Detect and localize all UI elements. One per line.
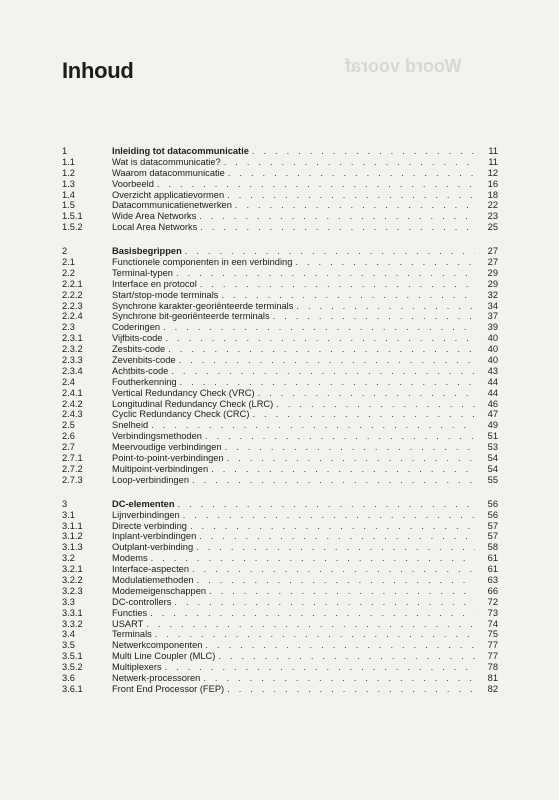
toc-entry-title: Interface-aspecten xyxy=(112,564,190,575)
dot-leader xyxy=(174,597,475,608)
toc-page-number: 29 xyxy=(487,278,498,289)
toc-entry-number: 2.2.2 xyxy=(62,289,83,300)
dot-leader xyxy=(295,257,475,268)
toc-entry-number: 3.3.1 xyxy=(62,607,83,618)
dot-leader xyxy=(227,190,475,201)
dot-leader xyxy=(252,409,475,420)
toc-entry-title: Voorbeeld xyxy=(112,178,154,189)
toc-entry-row xyxy=(62,168,498,179)
toc-page-number: 16 xyxy=(487,178,498,189)
toc-page-number: 22 xyxy=(487,200,498,211)
toc-page-number: 57 xyxy=(487,531,498,542)
toc-entry-number: 2.5 xyxy=(62,420,75,431)
dot-leader xyxy=(221,290,475,301)
toc-entry-title: Inplant-verbindingen xyxy=(112,531,197,542)
toc-entry-row xyxy=(62,629,498,640)
toc-entry-row xyxy=(62,311,498,322)
toc-entry-title: Basisbegrippen xyxy=(112,246,182,257)
toc-page-number: 54 xyxy=(487,453,498,464)
toc-entry-title: Modems xyxy=(112,553,148,564)
toc-entry-number: 2.3.4 xyxy=(62,365,83,376)
dot-leader xyxy=(190,521,475,532)
dot-leader xyxy=(151,420,475,431)
dot-leader xyxy=(151,553,475,564)
toc-page-number: 46 xyxy=(487,398,498,409)
toc-entry-row xyxy=(62,464,498,475)
toc-entry-row xyxy=(62,301,498,312)
toc-entry-title: Modemeigenschappen xyxy=(112,585,207,596)
bleed-through-text: Woord vooraf xyxy=(345,56,462,76)
toc-entry-number: 2.7.3 xyxy=(62,474,83,485)
toc-entry-title: Longitudinal Redundancy Check (LRC) xyxy=(112,398,274,409)
toc-entry-row xyxy=(62,575,498,586)
toc-entry-row xyxy=(62,673,498,684)
toc-entry-row xyxy=(62,355,498,366)
toc-section xyxy=(62,146,498,233)
toc-entry-title: DC-elementen xyxy=(112,498,175,509)
dot-leader xyxy=(146,619,475,630)
toc-entry-title: Multiplexers xyxy=(112,662,162,673)
toc-entry-row xyxy=(62,190,498,201)
toc-entry-title: Overzicht applicatievormen xyxy=(112,189,225,200)
toc-entry-title: Interface en protocol xyxy=(112,278,197,289)
toc-entry-row xyxy=(62,222,498,233)
toc-entry-row xyxy=(62,619,498,630)
toc-entry-title: Vertical Redundancy Check (VRC) xyxy=(112,387,255,398)
toc-entry-row xyxy=(62,586,498,597)
toc-entry-number: 3.1.3 xyxy=(62,542,83,553)
toc-entry-row xyxy=(62,420,498,431)
toc-entry-title: Lijnverbindingen xyxy=(112,509,180,520)
dot-leader xyxy=(224,157,475,168)
toc-entry-title: Local Area Networks xyxy=(112,222,198,233)
toc-entry-row xyxy=(62,521,498,532)
dot-leader xyxy=(165,662,475,673)
toc-page-number: 58 xyxy=(487,542,498,553)
toc-entry-row xyxy=(62,290,498,301)
toc-entry-title: Zesbits-code xyxy=(112,344,166,355)
toc-page-number: 51 xyxy=(487,431,498,442)
dot-leader xyxy=(235,200,475,211)
toc-entry-number: 2.3.3 xyxy=(62,355,83,366)
toc-entry-title: Vijfbits-code xyxy=(112,333,163,344)
dot-leader xyxy=(165,333,475,344)
toc-page-number: 56 xyxy=(487,509,498,520)
toc-entry-row xyxy=(62,684,498,695)
toc-page-number: 53 xyxy=(487,442,498,453)
toc-entry-title: Start/stop-mode terminals xyxy=(112,289,219,300)
dot-leader xyxy=(205,640,475,651)
toc-entry-row xyxy=(62,453,498,464)
toc-page-number: 78 xyxy=(487,662,498,673)
toc-entry-number: 2.2 xyxy=(62,267,75,278)
dot-leader xyxy=(192,564,475,575)
toc-entry-row xyxy=(62,553,498,564)
toc-entry-title: Loop-verbindingen xyxy=(112,474,190,485)
dot-leader xyxy=(211,464,475,475)
toc-entry-title: Verbindingsmethoden xyxy=(112,431,202,442)
dot-leader xyxy=(185,246,475,257)
toc-entry-row xyxy=(62,597,498,608)
toc-entry-number: 2.3.2 xyxy=(62,344,83,355)
toc-entry-number: 3.6.1 xyxy=(62,683,83,694)
toc-page-number: 56 xyxy=(487,498,498,509)
toc-entry-number: 2.1 xyxy=(62,257,75,268)
dot-leader xyxy=(273,311,475,322)
toc-page-number: 61 xyxy=(487,553,498,564)
toc-entry-number: 2.4.3 xyxy=(62,409,83,420)
toc-entry-row xyxy=(62,344,498,355)
dot-leader xyxy=(196,542,475,553)
toc-entry-title: Front End Processor (FEP) xyxy=(112,683,225,694)
toc-entry-number: 1.5.1 xyxy=(62,211,83,222)
toc-entry-number: 3.2.1 xyxy=(62,564,83,575)
toc-entry-row xyxy=(62,662,498,673)
toc-entry-title: Achtbits-code xyxy=(112,365,169,376)
toc-entry-row xyxy=(62,475,498,486)
toc-entry-row xyxy=(62,257,498,268)
toc-page-number: 43 xyxy=(487,365,498,376)
toc-entry-number: 2 xyxy=(62,246,68,257)
dot-leader xyxy=(209,586,475,597)
toc-page-number: 34 xyxy=(487,300,498,311)
toc-page-number: 57 xyxy=(487,520,498,531)
dot-leader xyxy=(225,442,475,453)
toc-entry-title: Multipoint-verbindingen xyxy=(112,463,209,474)
toc-entry-number: 3.2 xyxy=(62,553,75,564)
toc-entry-row xyxy=(62,442,498,453)
dot-leader xyxy=(150,608,475,619)
toc-entry-number: 1 xyxy=(62,146,68,156)
toc-entry-row xyxy=(62,388,498,399)
toc-entry-row xyxy=(62,200,498,211)
toc-entry-row xyxy=(62,279,498,290)
toc-entry-title: Waarom datacommunicatie xyxy=(112,167,225,178)
toc-entry-number: 2.3 xyxy=(62,322,75,333)
toc-page-number: 39 xyxy=(487,322,498,333)
dot-leader xyxy=(171,366,475,377)
toc-entry-title: Wide Area Networks xyxy=(112,211,197,222)
toc-entry-row xyxy=(62,333,498,344)
toc-entry-title: Snelheid xyxy=(112,420,149,431)
toc-entry-row xyxy=(62,211,498,222)
toc-entry-number: 2.4 xyxy=(62,376,75,387)
toc-page-number: 74 xyxy=(487,618,498,629)
toc-page-number: 49 xyxy=(487,420,498,431)
toc-entry-number: 1.3 xyxy=(62,178,75,189)
toc-page-number: 77 xyxy=(487,651,498,662)
toc-entry-title: Directe verbinding xyxy=(112,520,187,531)
toc-page-number: 66 xyxy=(487,585,498,596)
toc-page-number: 54 xyxy=(487,463,498,474)
toc-entry-row xyxy=(62,409,498,420)
dot-leader xyxy=(176,268,475,279)
dot-leader xyxy=(168,344,475,355)
toc-entry-row xyxy=(62,366,498,377)
toc-entry-number: 3.2.3 xyxy=(62,585,83,596)
toc-page-number: 44 xyxy=(487,376,498,387)
dot-leader xyxy=(199,211,475,222)
toc-entry-number: 2.7 xyxy=(62,442,75,453)
toc-entry-row xyxy=(62,268,498,279)
toc-page-number: 40 xyxy=(487,333,498,344)
dot-leader xyxy=(276,399,475,410)
toc-entry-title: Datacommunicatienetwerken xyxy=(112,200,232,211)
toc-entry-number: 2.7.1 xyxy=(62,453,83,464)
toc-page-number: 27 xyxy=(487,257,498,268)
toc-entry-number: 2.2.1 xyxy=(62,278,83,289)
toc-entry-number: 3.1 xyxy=(62,509,75,520)
toc-entry-row xyxy=(62,542,498,553)
dot-leader xyxy=(199,531,475,542)
toc-entry-row xyxy=(62,179,498,190)
toc-page-number: 11 xyxy=(488,156,498,167)
toc-entry-title: Terminals xyxy=(112,629,152,640)
toc-page-number: 11 xyxy=(488,146,498,156)
dot-leader xyxy=(252,146,475,157)
toc-page-number: 40 xyxy=(487,355,498,366)
dot-leader xyxy=(200,222,475,233)
toc-section xyxy=(62,499,498,695)
toc-page-number: 12 xyxy=(487,167,498,178)
toc-entry-title: Synchrone bit-georiënteerde terminals xyxy=(112,311,270,322)
toc-entry-row xyxy=(62,377,498,388)
toc-entry-number: 3 xyxy=(62,498,68,509)
toc-entry-title: Synchrone karakter-georiënteerde terminals xyxy=(112,300,294,311)
toc-entry-number: 2.4.1 xyxy=(62,387,83,398)
toc-entry-number: 1.5 xyxy=(62,200,75,211)
toc-page-number: 23 xyxy=(487,211,498,222)
toc-entry-title: Terminal-typen xyxy=(112,267,173,278)
toc-page-number: 73 xyxy=(487,607,498,618)
toc-entry-title: Functionele componenten in een verbinding xyxy=(112,257,293,268)
toc-entry-row xyxy=(62,399,498,410)
toc-page-number: 55 xyxy=(487,474,498,485)
toc-entry-row xyxy=(62,608,498,619)
toc-page-number: 44 xyxy=(487,387,498,398)
dot-leader xyxy=(203,673,475,684)
toc-entry-number: 1.2 xyxy=(62,167,75,178)
toc-entry-row xyxy=(62,531,498,542)
toc-page-number: 47 xyxy=(487,409,498,420)
dot-leader xyxy=(178,499,475,510)
toc-page-number: 32 xyxy=(487,289,498,300)
toc-entry-number: 2.7.2 xyxy=(62,463,83,474)
table-of-contents xyxy=(62,146,498,695)
toc-page-number: 18 xyxy=(487,189,498,200)
toc-entry-number: 2.6 xyxy=(62,431,75,442)
toc-chapter-row xyxy=(62,246,498,257)
toc-entry-number: 1.4 xyxy=(62,189,75,200)
dot-leader xyxy=(296,301,475,312)
toc-entry-title: Functies xyxy=(112,607,148,618)
toc-entry-number: 2.2.4 xyxy=(62,311,83,322)
toc-entry-title: Zevenbits-code xyxy=(112,355,176,366)
toc-page-number: 40 xyxy=(487,344,498,355)
dot-leader xyxy=(227,684,475,695)
toc-entry-title: Coderingen xyxy=(112,322,161,333)
dot-leader xyxy=(183,510,475,521)
toc-entry-row xyxy=(62,322,498,333)
toc-entry-title: Point-to-point-verbindingen xyxy=(112,453,224,464)
toc-page-number: 25 xyxy=(487,222,498,233)
toc-entry-number: 1.5.2 xyxy=(62,222,83,233)
toc-entry-number: 2.2.3 xyxy=(62,300,83,311)
toc-chapter-row xyxy=(62,499,498,510)
dot-leader xyxy=(200,279,475,290)
toc-entry-title: Modulatiemethoden xyxy=(112,574,194,585)
toc-entry-number: 3.2.2 xyxy=(62,574,83,585)
toc-entry-title: Wat is datacommunicatie? xyxy=(112,156,221,167)
toc-page-number: 75 xyxy=(487,629,498,640)
toc-entry-row xyxy=(62,564,498,575)
toc-entry-number: 3.5.1 xyxy=(62,651,83,662)
toc-entry-row xyxy=(62,640,498,651)
toc-section xyxy=(62,246,498,486)
dot-leader xyxy=(192,475,475,486)
toc-entry-title: Netwerk-processoren xyxy=(112,672,201,683)
toc-entry-title: Outplant-verbinding xyxy=(112,542,194,553)
toc-entry-number: 3.3 xyxy=(62,596,75,607)
toc-entry-title: Meervoudige verbindingen xyxy=(112,442,222,453)
dot-leader xyxy=(228,168,475,179)
toc-page-number: 29 xyxy=(487,267,498,278)
toc-entry-number: 3.5.2 xyxy=(62,662,83,673)
toc-entry-title: USART xyxy=(112,618,144,629)
toc-page-number: 82 xyxy=(487,683,498,694)
dot-leader xyxy=(218,651,475,662)
toc-entry-number: 3.1.1 xyxy=(62,520,83,531)
toc-page-number: 81 xyxy=(487,672,498,683)
toc-entry-number: 2.4.2 xyxy=(62,398,83,409)
toc-entry-title: DC-controllers xyxy=(112,596,172,607)
toc-entry-number: 3.4 xyxy=(62,629,75,640)
toc-entry-title: Cyclic Redundancy Check (CRC) xyxy=(112,409,250,420)
toc-entry-row xyxy=(62,157,498,168)
dot-leader xyxy=(179,355,475,366)
toc-page-number: 61 xyxy=(487,564,498,575)
toc-entry-row xyxy=(62,510,498,521)
toc-page-number: 37 xyxy=(487,311,498,322)
toc-entry-row xyxy=(62,651,498,662)
toc-entry-number: 2.3.1 xyxy=(62,333,83,344)
dot-leader xyxy=(155,629,475,640)
dot-leader xyxy=(227,453,475,464)
toc-page-number: 63 xyxy=(487,574,498,585)
toc-entry-title: Inleiding tot datacommunicatie xyxy=(112,146,249,156)
toc-entry-number: 3.5 xyxy=(62,640,75,651)
dot-leader xyxy=(205,431,475,442)
toc-page-number: 77 xyxy=(487,640,498,651)
toc-entry-title: Foutherkenning xyxy=(112,376,177,387)
toc-entry-title: Netwerkcomponenten xyxy=(112,640,203,651)
toc-page-number: 27 xyxy=(487,246,498,257)
toc-entry-number: 3.6 xyxy=(62,672,75,683)
dot-leader xyxy=(197,575,475,586)
dot-leader xyxy=(163,322,475,333)
page-title: Inhoud xyxy=(62,58,134,83)
dot-leader xyxy=(258,388,475,399)
toc-entry-number: 1.1 xyxy=(62,156,75,167)
toc-page-number: 72 xyxy=(487,596,498,607)
toc-entry-title: Multi Line Coupler (MLC) xyxy=(112,651,216,662)
dot-leader xyxy=(180,377,475,388)
toc-entry-number: 3.1.2 xyxy=(62,531,83,542)
dot-leader xyxy=(157,179,475,190)
toc-entry-row xyxy=(62,431,498,442)
toc-chapter-row xyxy=(62,146,498,157)
toc-entry-number: 3.3.2 xyxy=(62,618,83,629)
